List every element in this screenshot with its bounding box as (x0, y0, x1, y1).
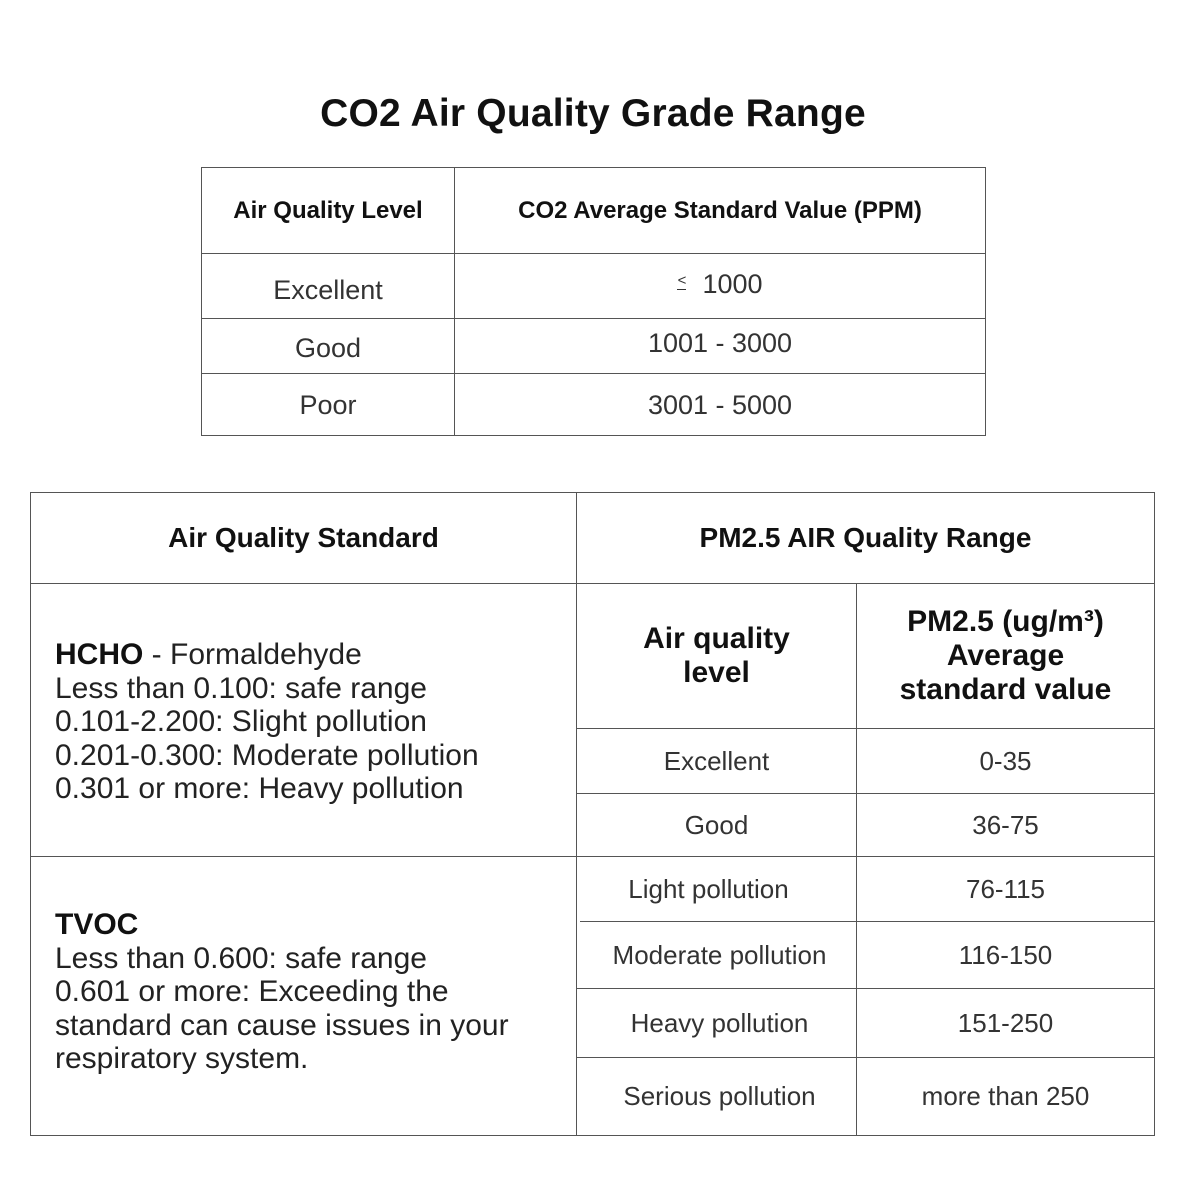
less-equal-icon (677, 271, 687, 290)
co2-header-level: Air Quality Level (233, 196, 423, 224)
co2-value-text: 1000 (702, 268, 763, 299)
table-border (1154, 492, 1155, 1136)
pm-row-value: 116-150 (958, 939, 1053, 970)
pm-range-header: PM2.5 AIR Quality Range (699, 522, 1032, 553)
tvoc-line: standard can cause issues in your (55, 1008, 509, 1042)
co2-header-value: CO2 Average Standard Value (PPM) (518, 196, 922, 224)
less-equal-symbol: < (677, 271, 687, 289)
hcho-line: 0.301 or more: Heavy pollution (55, 772, 464, 805)
pm-row-level: Good (684, 809, 749, 840)
pm-row-value: 151-250 (957, 1007, 1054, 1038)
tvoc-line: 0.601 or more: Exceeding the (55, 975, 449, 1008)
tvoc-name: TVOC (55, 908, 139, 941)
page-title: CO2 Air Quality Grade Range (320, 92, 866, 135)
hcho-line: 0.201-0.300: Moderate pollution (55, 738, 479, 772)
tvoc-line: respiratory system. (55, 1042, 309, 1075)
hcho-name: HCHO (55, 638, 144, 671)
pm-row-level: Heavy pollution (630, 1007, 809, 1038)
hcho-title (55, 638, 479, 672)
table-border (30, 1135, 1155, 1136)
pm-level-header (577, 584, 856, 728)
co2-row-value: 3001 - 5000 (647, 389, 793, 420)
pm-row-level: Excellent (663, 745, 770, 776)
pm-value-header-line: PM2.5 (ug/m³) (907, 605, 1104, 638)
hcho-line: 0.101-2.200: Slight pollution (55, 705, 427, 738)
pm-row-value: more than 250 (921, 1081, 1090, 1111)
co2-row-level: Excellent (273, 274, 383, 305)
pm-row-value: 36-75 (972, 809, 1039, 840)
pm-level-header-line: Air quality (643, 622, 790, 655)
hcho-block (55, 638, 479, 806)
table-border (985, 167, 986, 436)
pm-level-header-line: level (683, 656, 750, 689)
standard-header: Air Quality Standard (168, 522, 439, 553)
table-border (201, 435, 986, 436)
pm-value-header-line: Average (946, 639, 1065, 672)
pm-row-level: Serious pollution (623, 1081, 816, 1111)
pm-row-value: 0-35 (979, 745, 1032, 776)
hcho-name-suffix: - Formaldehyde (143, 638, 362, 671)
tvoc-block (55, 908, 509, 1076)
pm-value-header-line: standard value (899, 673, 1112, 706)
co2-row-level: Poor (299, 389, 357, 420)
co2-row-level: Good (294, 332, 362, 363)
table-border (30, 492, 31, 1136)
co2-row-value (455, 254, 985, 314)
pm-value-header (857, 584, 1154, 728)
pm-row-level: Moderate pollution (612, 939, 827, 970)
tvoc-line: Less than 0.600: safe range (55, 941, 427, 975)
pm-row-value: 76-115 (965, 873, 1046, 904)
co2-row-value: 1001 - 3000 (647, 327, 793, 358)
pm-row-level: Light pollution (628, 873, 789, 904)
hcho-line: Less than 0.100: safe range (55, 671, 427, 705)
